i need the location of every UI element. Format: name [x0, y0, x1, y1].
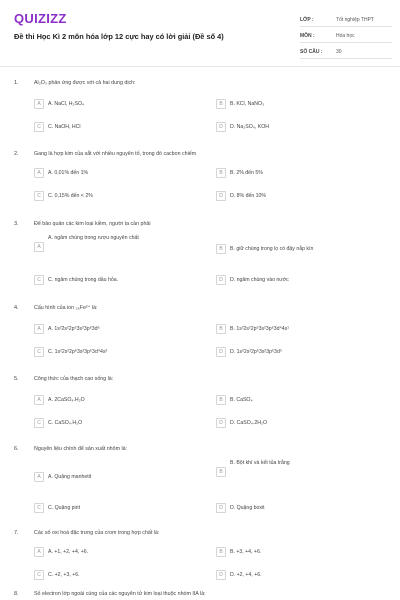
option-text: B. Bột khí và kết tủa trắng	[230, 460, 290, 466]
option-text: A. 1s²2s²2p⁶3s²3p⁶3d⁶	[48, 326, 100, 332]
option-d[interactable]	[216, 416, 386, 430]
question-header	[0, 528, 400, 542]
option-letter-badge: B	[216, 168, 226, 178]
option-letter-badge: D	[216, 503, 226, 513]
option-text: D. CaSO₄.2H₂O	[230, 420, 267, 426]
option-c[interactable]	[34, 189, 204, 203]
question-7	[0, 528, 400, 590]
option-b[interactable]	[216, 460, 386, 484]
option-c[interactable]	[34, 273, 204, 287]
option-text: A. 2CaSO₄.H₂O	[48, 397, 85, 403]
option-letter-badge: C	[34, 503, 44, 513]
question-text: Gang là hợp kim của sắt với nhiều nguyên tố, trong đó cacbon chiếm	[34, 151, 197, 157]
option-text: C. Quặng pirit	[48, 505, 81, 511]
option-text: C. NaOH, HCl	[48, 124, 81, 130]
option-b[interactable]	[216, 242, 386, 256]
question-number: 4.	[14, 305, 19, 311]
option-a[interactable]	[34, 97, 204, 111]
option-letter-badge: A	[34, 547, 44, 557]
option-text: B. 2% đến 5%	[230, 170, 263, 176]
question-4	[0, 303, 400, 374]
option-text: D. 8% đến 10%	[230, 193, 267, 199]
option-letter-badge: A	[34, 472, 44, 482]
option-letter-badge: D	[216, 275, 226, 285]
option-c[interactable]	[34, 568, 204, 582]
meta-key: LỚP :	[300, 16, 314, 23]
option-letter-badge: B	[216, 467, 226, 477]
worksheet-title: Đề thi Học Kì 2 môn hóa lớp 12 cực hay có lời giải (Đề số 4)	[14, 32, 224, 41]
option-letter-badge: B	[216, 324, 226, 334]
option-letter-badge: B	[216, 99, 226, 109]
option-c[interactable]	[34, 345, 204, 359]
option-letter-badge: A	[34, 168, 44, 178]
question-6	[0, 444, 400, 528]
question-number: 3.	[14, 221, 19, 227]
meta-value: Tốt nghiệp THPT	[336, 16, 374, 23]
option-letter-badge: B	[216, 547, 226, 557]
option-a[interactable]	[34, 166, 204, 180]
question-text: Số electron lớp ngoài cùng của các nguyên tử kim loại thuộc nhóm IIA là:	[34, 591, 206, 597]
option-letter-badge: B	[216, 244, 226, 254]
question-header	[0, 303, 400, 317]
option-text: C. CaSO₄.H₂O	[48, 420, 83, 426]
option-letter-badge: D	[216, 122, 226, 132]
question-1	[0, 78, 400, 149]
option-d[interactable]	[216, 189, 386, 203]
option-text: D. 1s²2s²2p⁶3s²3p⁶3d⁵	[230, 349, 282, 355]
option-c[interactable]	[34, 501, 204, 515]
option-text: A. ngâm chúng trong rượu nguyên chất	[48, 235, 139, 241]
option-letter-badge: D	[216, 191, 226, 201]
question-3	[0, 219, 400, 303]
question-number: 5.	[14, 376, 19, 382]
question-text: Công thức của thạch cao sống là:	[34, 376, 114, 382]
option-letter-badge: C	[34, 418, 44, 428]
question-number: 2.	[14, 151, 19, 157]
option-text: C. ngâm chúng trong dầu hỏa.	[48, 277, 119, 283]
option-b[interactable]	[216, 322, 386, 336]
option-text: A. 0,01% đến 1%	[48, 170, 89, 176]
option-text: B. giữ chúng trong lọ có đậy nắp kín	[230, 246, 314, 252]
option-text: A. Quặng manhetit	[48, 474, 92, 480]
meta-row-subject	[300, 29, 392, 43]
option-text: C. 1s²2s²2p⁶3s²3p⁶3d⁴4s²	[48, 349, 108, 355]
option-text: D. +2, +4, +6.	[230, 572, 262, 578]
option-d[interactable]	[216, 345, 386, 359]
option-b[interactable]	[216, 97, 386, 111]
option-letter-badge: A	[34, 324, 44, 334]
option-letter-badge: C	[34, 275, 44, 285]
question-header	[0, 444, 400, 458]
worksheet-header	[0, 0, 400, 70]
option-text: D. Na₂SO₄, KOH	[230, 124, 270, 130]
question-header	[0, 374, 400, 388]
option-text: B. CaSO₄	[230, 397, 253, 403]
option-text: D. Quặng boxit	[230, 505, 265, 511]
option-letter-badge: C	[34, 570, 44, 580]
question-text: Các số oxi hoá đặc trưng của crom trong hợp chất là:	[34, 530, 160, 536]
option-letter-badge: D	[216, 418, 226, 428]
option-letter-badge: C	[34, 347, 44, 357]
meta-key: SỐ CÂU :	[300, 48, 323, 55]
option-a[interactable]	[34, 393, 204, 407]
option-text: A. +1, +2, +4, +6.	[48, 549, 89, 555]
option-a[interactable]	[34, 322, 204, 336]
meta-row-count	[300, 45, 392, 59]
question-number: 8.	[14, 591, 19, 597]
option-b[interactable]	[216, 393, 386, 407]
quizizz-logo: QUIZIZZ	[14, 11, 67, 26]
question-list	[0, 78, 400, 590]
meta-value: Hóa học	[336, 32, 355, 39]
question-text: Để bảo quản các kim loại kiềm, người ta cần phải	[34, 221, 151, 227]
meta-key: MÔN :	[300, 32, 315, 39]
option-text: D. ngâm chúng vào nước	[230, 277, 289, 283]
option-b[interactable]	[216, 166, 386, 180]
option-d[interactable]	[216, 568, 386, 582]
option-letter-badge: C	[34, 191, 44, 201]
option-letter-badge: C	[34, 122, 44, 132]
option-a[interactable]	[34, 545, 204, 559]
question-header	[0, 78, 400, 92]
option-text: C. +2, +3, +6.	[48, 572, 80, 578]
question-number: 1.	[14, 80, 19, 86]
question-text: Nguyên liệu chính để sản xuất nhôm là:	[34, 446, 128, 452]
option-a[interactable]	[34, 470, 204, 484]
option-text: A. NaCl, H₂SO₄	[48, 101, 85, 107]
meta-row-class	[300, 13, 392, 27]
question-header	[0, 219, 400, 233]
option-a[interactable]	[34, 235, 204, 259]
meta-table	[300, 13, 392, 59]
option-letter-badge: D	[216, 570, 226, 580]
option-letter-badge: D	[216, 347, 226, 357]
option-c[interactable]	[34, 120, 204, 134]
header-divider	[0, 66, 400, 67]
option-text: C. 0,15% đến < 2%	[48, 193, 93, 199]
option-letter-badge: A	[34, 242, 44, 252]
meta-value: 30	[336, 48, 342, 55]
option-letter-badge: A	[34, 395, 44, 405]
option-d[interactable]	[216, 501, 386, 515]
option-b[interactable]	[216, 545, 386, 559]
question-2	[0, 149, 400, 219]
option-text: B. +3, +4, +6.	[230, 549, 262, 555]
option-c[interactable]	[34, 416, 204, 430]
question-text: Cấu hình của ion ₂₆Fe²⁺ là:	[34, 305, 98, 311]
option-letter-badge: A	[34, 99, 44, 109]
question-number: 7.	[14, 530, 19, 536]
option-text: B. 1s²2s²2p⁶3s²3p⁶3d⁴4s¹	[230, 326, 289, 332]
option-d[interactable]	[216, 120, 386, 134]
option-letter-badge: B	[216, 395, 226, 405]
question-number: 6.	[14, 446, 19, 452]
option-text: B. KCl, NaNO₃	[230, 101, 265, 107]
question-text: Al₂O₃ phản ứng được với cả hai dung dịch:	[34, 80, 136, 86]
option-d[interactable]	[216, 273, 386, 287]
question-header	[0, 149, 400, 163]
question-5	[0, 374, 400, 444]
